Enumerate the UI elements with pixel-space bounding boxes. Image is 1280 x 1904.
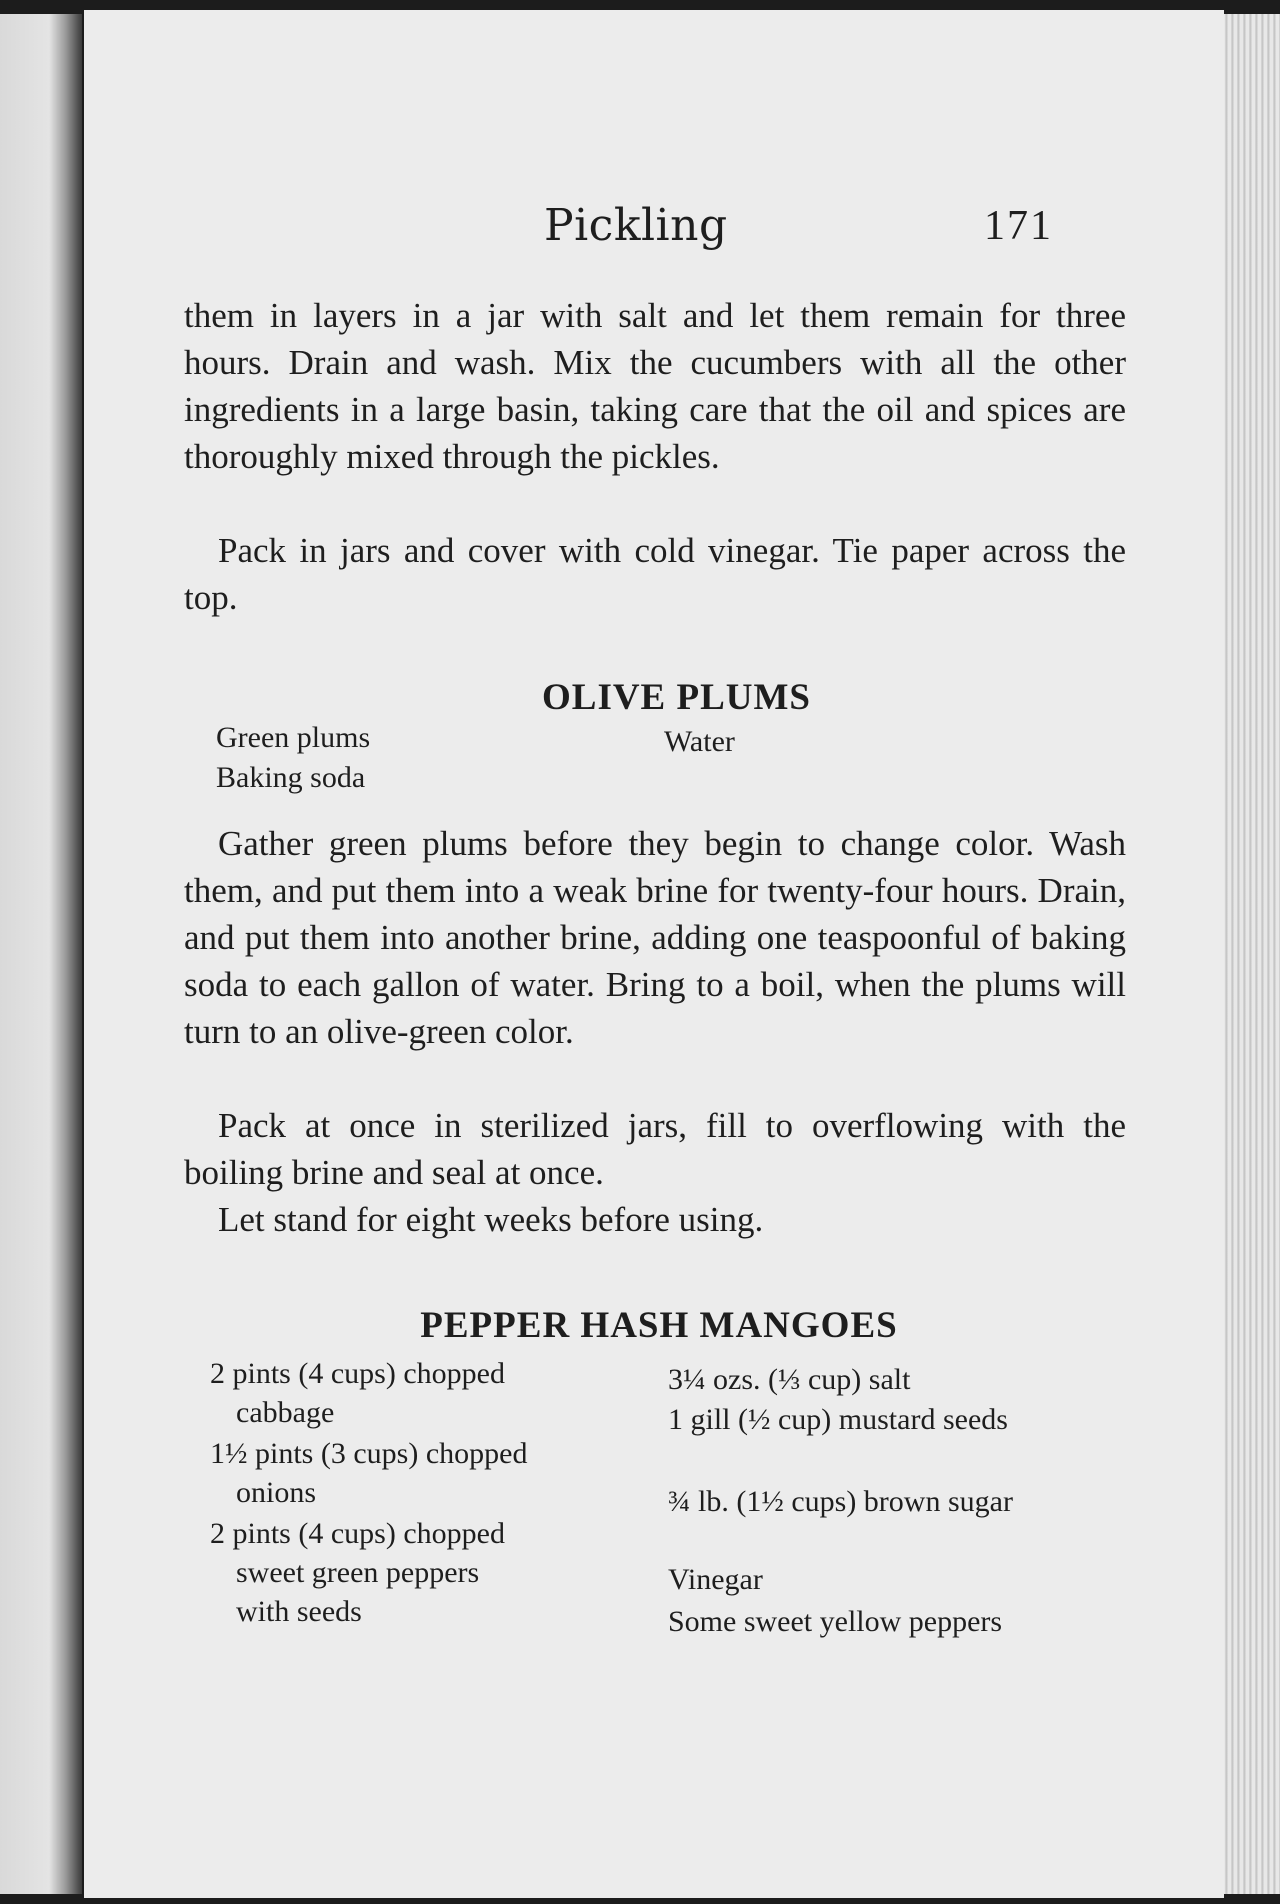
pepper-hash-title: PEPPER HASH MANGOES (420, 1305, 898, 1346)
ingredient-green-plums: Green plums (216, 721, 371, 754)
running-head-title: Pickling (544, 200, 728, 251)
ingredient-brown-sugar: ¾ lb. (1½ cups) brown sugar (668, 1485, 1013, 1518)
ingredient-yellow-peppers: Some sweet yellow peppers (668, 1605, 1003, 1638)
olive-plums-title: OLIVE PLUMS (541, 677, 811, 718)
olive-plums-paragraph-2: Pack at once in sterilized jars, fill to overflowing with the boiling brine and seal at once. (184, 1106, 1126, 1192)
ingredient-vinegar: Vinegar (668, 1563, 763, 1596)
running-head (84, 200, 1224, 260)
facing-page-edge (0, 14, 82, 1894)
book-page (84, 10, 1224, 1898)
intro-paragraph-1: them in layers in a jar with salt and let them remain for three hours. Drain and wash. Mix the cucumbers with all the other ingredients in a large basin, taking care that the oil and spices are thoroughly mixed through the pickles. (184, 296, 1126, 476)
ingredient-mustard-seeds: 1 gill (½ cup) mustard seeds (668, 1403, 1008, 1436)
ingredient-baking-soda: Baking soda (216, 761, 366, 794)
olive-plums-paragraph-1: Gather green plums before they begin to change color. Wash them, and put them into a weak brine for twenty-four hours. Drain, and put them into another brine, adding one teaspoonful of baking soda to each gallon of water. Bring to a boil, when the plums will turn to an olive-green color. (184, 824, 1126, 1051)
intro-paragraph-2: Pack in jars and cover with cold vinegar. Tie paper across the top. (184, 531, 1126, 617)
page-number: 171 (984, 203, 1053, 249)
ingredient-cabbage: 2 pints (4 cups) chopped cabbage (210, 1357, 505, 1429)
ingredient-water: Water (664, 725, 735, 758)
page-stack-edge (1222, 14, 1280, 1894)
ingredient-salt: 3¼ ozs. (⅓ cup) salt (668, 1363, 911, 1396)
ingredient-green-peppers: 2 pints (4 cups) chopped sweet green peppers with seeds (210, 1517, 505, 1628)
olive-plums-paragraph-3: Let stand for eight weeks before using. (218, 1200, 764, 1239)
ingredient-onions: 1½ pints (3 cups) chopped onions (210, 1437, 528, 1509)
